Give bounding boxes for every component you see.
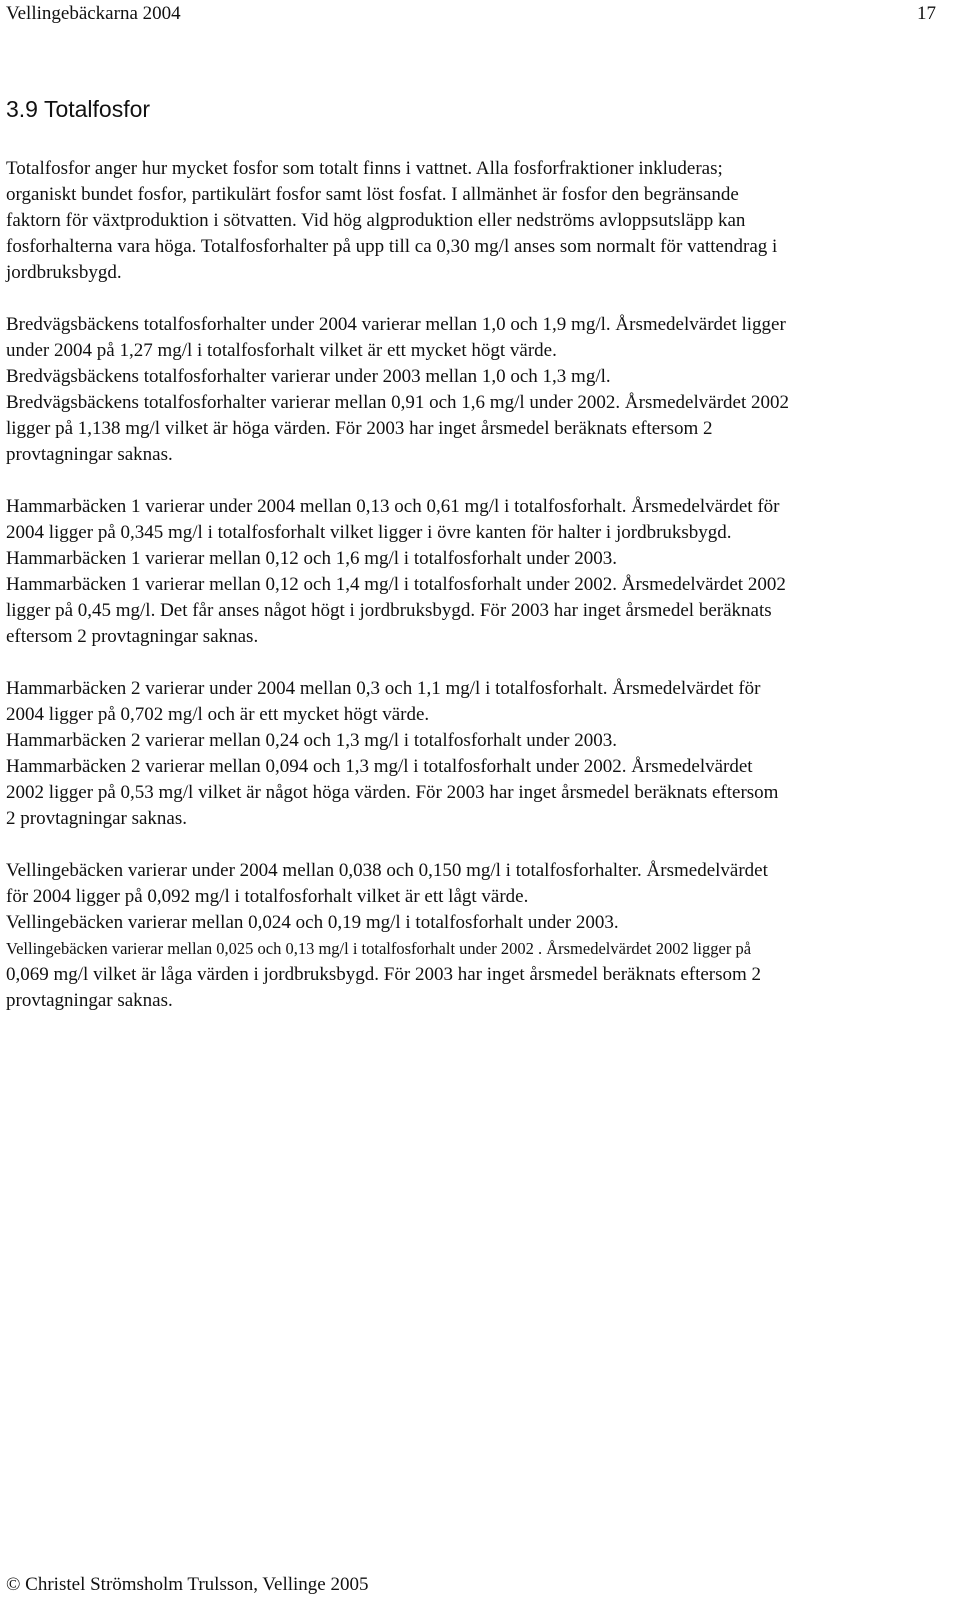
- paragraph-bredvagsbacken: [6, 312, 946, 468]
- text-line: Vellingebäcken varierar mellan 0,024 och 0,19 mg/l i totalfosforhalt under 2003.: [6, 912, 619, 933]
- text-line: Hammarbäcken 2 varierar under 2004 mellan 0,3 och 1,1 mg/l i totalfosforhalt. Årsmedelvärdet för: [6, 678, 761, 699]
- paragraph-intro: [6, 156, 946, 286]
- body-text: [6, 156, 946, 1040]
- text-line: Vellingebäcken varierar mellan 0,025 och 0,13 mg/l i totalfosforhalt under 2002 . Årsmedelvärdet 2002 ligger på: [6, 939, 752, 958]
- text-line: Bredvägsbäckens totalfosforhalter under 2004 varierar mellan 1,0 och 1,9 mg/l. Årsmedelvärdet ligger: [6, 314, 786, 335]
- paragraph-vellingebacken: [6, 858, 946, 1014]
- text-line: eftersom 2 provtagningar saknas.: [6, 626, 259, 647]
- text-line: provtagningar saknas.: [6, 990, 173, 1011]
- text-line: Hammarbäcken 2 varierar mellan 0,24 och 1,3 mg/l i totalfosforhalt under 2003.: [6, 730, 617, 751]
- text-line: under 2004 på 1,27 mg/l i totalfosforhalt vilket är ett mycket högt värde.: [6, 340, 557, 361]
- text-line: Hammarbäcken 1 varierar mellan 0,12 och 1,6 mg/l i totalfosforhalt under 2003.: [6, 548, 617, 569]
- text-line: 2002 ligger på 0,53 mg/l vilket är något höga värden. För 2003 har inget årsmedel beräknats eftersom: [6, 782, 779, 803]
- text-line: ligger på 0,45 mg/l. Det får anses något högt i jordbruksbygd. För 2003 har inget årsmedel beräknats: [6, 600, 772, 621]
- text-line: 2 provtagningar saknas.: [6, 808, 187, 829]
- section-heading: 3.9 Totalfosfor: [6, 96, 151, 122]
- text-line: provtagningar saknas.: [6, 444, 173, 465]
- text-line: organiskt bundet fosfor, partikulärt fosfor samt löst fosfat. I allmänhet är fosfor den begränsande: [6, 184, 739, 205]
- text-line: Vellingebäcken varierar under 2004 mellan 0,038 och 0,150 mg/l i totalfosforhalter. Årsmedelvärdet: [6, 860, 768, 881]
- text-line: faktorn för växtproduktion i sötvatten. Vid hög algproduktion eller nedströms avloppsutsläpp kan: [6, 210, 746, 231]
- text-line: Bredvägsbäckens totalfosforhalter varierar under 2003 mellan 1,0 och 1,3 mg/l.: [6, 366, 611, 387]
- text-line: Totalfosfor anger hur mycket fosfor som totalt finns i vattnet. Alla fosforfraktioner inkluderas;: [6, 158, 723, 179]
- text-line: Hammarbäcken 1 varierar under 2004 mellan 0,13 och 0,61 mg/l i totalfosforhalt. Årsmedelvärdet för: [6, 496, 780, 517]
- paragraph-hammarbacken-1: [6, 494, 946, 650]
- text-line: jordbruksbygd.: [6, 262, 122, 283]
- text-line: för 2004 ligger på 0,092 mg/l i totalfosforhalt vilket är ett lågt värde.: [6, 886, 529, 907]
- text-line: Hammarbäcken 2 varierar mellan 0,094 och 1,3 mg/l i totalfosforhalt under 2002. Årsmedelvärdet: [6, 756, 753, 777]
- page-number: 17: [917, 3, 936, 24]
- text-line: fosforhalterna vara höga. Totalfosforhalter på upp till ca 0,30 mg/l anses som normalt för vattendrag i: [6, 236, 778, 257]
- text-line: Bredvägsbäckens totalfosforhalter varierar mellan 0,91 och 1,6 mg/l under 2002. Årsmedelvärdet 2002: [6, 392, 789, 413]
- text-line: 0,069 mg/l vilket är låga värden i jordbruksbygd. För 2003 har inget årsmedel beräknats eftersom 2: [6, 964, 762, 985]
- text-line: 2004 ligger på 0,702 mg/l och är ett mycket högt värde.: [6, 704, 430, 725]
- paragraph-hammarbacken-2: [6, 676, 946, 832]
- text-line: ligger på 1,138 mg/l vilket är höga värden. För 2003 har inget årsmedel beräknats eftersom 2: [6, 418, 713, 439]
- text-line: Hammarbäcken 1 varierar mellan 0,12 och 1,4 mg/l i totalfosforhalt under 2002. Årsmedelvärdet 2002: [6, 574, 786, 595]
- footer-copyright: © Christel Strömsholm Trulsson, Vellinge 2005: [6, 1574, 369, 1595]
- text-line: 2004 ligger på 0,345 mg/l i totalfosforhalt vilket ligger i övre kanten för halter i jordbruksbygd.: [6, 522, 732, 543]
- running-header-title: Vellingebäckarna 2004: [6, 3, 181, 24]
